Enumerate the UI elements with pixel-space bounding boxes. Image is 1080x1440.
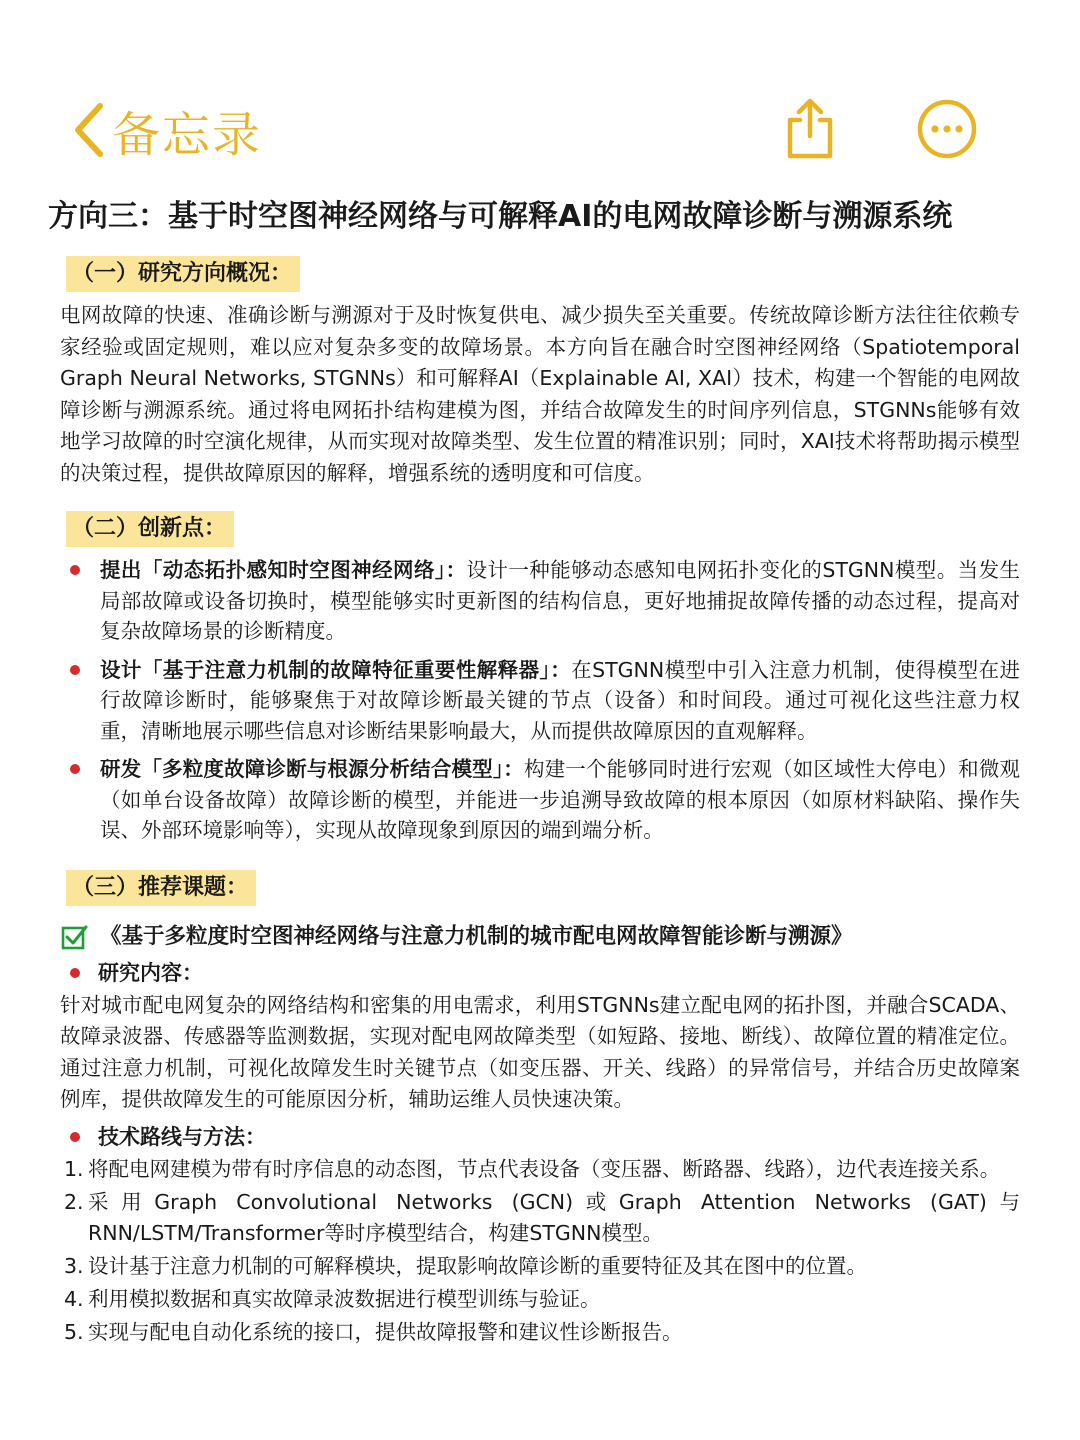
more-button[interactable]: [916, 98, 978, 160]
item-lead: 研发「多粒度故障诊断与根源分析结合模型」：: [100, 757, 524, 781]
research-content-paragraph: 针对城市配电网复杂的网络结构和密集的用电需求，利用STGNNs建立配电网的拓扑图，并融合SCADA、故障录波器、传感器等监测数据，实现对配电网故障类型（如短路、接地、断线）、故障位置的精准定位。通过注意力机制，可视化故障发生时关键节点（如变压器、开关、线路）的异常信号，并结合历史故障案例库，提供故障发生的可能原因分析，辅助运维人员快速决策。: [60, 992, 1020, 1111]
note-content[interactable]: [48, 192, 1021, 1350]
section-heading-innovation: （二）创新点：: [66, 511, 234, 547]
chevron-left-icon: [70, 100, 106, 160]
item-lead: 提出「动态拓扑感知时空图神经网络」：: [100, 558, 467, 582]
section-heading-overview: （一）研究方向概况：: [66, 256, 300, 292]
research-content-label: 研究内容：: [60, 956, 1020, 990]
bullet-dot-icon: [70, 1132, 80, 1142]
item-lead: 设计「基于注意力机制的故障特征重要性解释器」：: [100, 657, 572, 682]
overview-paragraph: 电网故障的快速、准确诊断与溯源对于及时恢复供电、减少损失至关重要。传统故障诊断方法往往依赖专家经验或固定规则，难以应对复杂多变的故障场景。本方向旨在融合时空图神经网络（Spatiotemporal Graph Neural Networks, STGNNs）和可解释AI（Explainable AI, XAI）技术，构建一个智能的电网故障诊断与溯源系统。通过将电网拓扑结构建模为图，并结合故障发生的时间序列信息，STGNNs能够有效地学习故障的时空演化规律，从而实现对故障类型、发生位置的精准识别；同时，XAI技术将帮助揭示模型的决策过程，提供故障原因的解释，增强系统的透明度和可信度。: [60, 303, 1020, 485]
list-item: [60, 754, 1020, 846]
step-item: 5. 实现与配电自动化系统的接口，提供故障报警和建议性诊断报告。: [64, 1319, 683, 1344]
bullet-dot-icon: [70, 764, 80, 774]
topic-title: 《基于多粒度时空图神经网络与注意力机制的城市配电网故障智能诊断与溯源》: [100, 923, 853, 949]
back-button[interactable]: [70, 95, 262, 165]
step-item: 3. 设计基于注意力机制的可解释模块，提取影响故障诊断的重要特征及其在图中的位置。: [64, 1253, 867, 1278]
list-item: [60, 655, 1020, 747]
share-icon: [782, 96, 838, 160]
item-text: 设计一种能够动态感知电网拓扑变化的STGNN模型。当发生局部故障或设备切换时，模型能够实时更新图的结构信息，更好地捕捉故障传播的动态过程，提高对复杂故障场景的诊断精度。: [100, 558, 1021, 643]
method-steps: [60, 1154, 1020, 1348]
section-heading-topics: （三）推荐课题：: [66, 870, 256, 906]
method-label: 技术路线与方法：: [60, 1120, 1020, 1154]
step-item: 1. 将配电网建模为带有时序信息的动态图，节点代表设备（变压器、断路器、线路），边代表连接关系。: [64, 1156, 1001, 1181]
bullet-dot-icon: [70, 565, 80, 575]
share-button[interactable]: [782, 96, 838, 160]
step-item: 4. 利用模拟数据和真实故障录波数据进行模型训练与验证。: [64, 1286, 601, 1311]
innovation-list: [60, 555, 1020, 846]
bullet-dot-icon: [70, 968, 80, 978]
item-text: 在STGNN模型中引入注意力机制，使得模型在进行故障诊断时，能够聚焦于对故障诊断最关键的节点（设备）和时间段。通过可视化这些注意力权重，清晰地展示哪些信息对诊断结果影响最大，从而提供故障原因的直观解释。: [100, 657, 1020, 743]
recommended-topic: [60, 920, 1020, 954]
step-item: 2. 采用Graph Convolutional Networks (GCN)或Graph Attention Networks (GAT)与RNN/LSTM/Transformer等时序模型结合，构建STGNN模型。: [64, 1189, 1020, 1245]
back-label: 备忘录: [112, 106, 263, 163]
more-icon: [916, 98, 978, 160]
note-title: 方向三：基于时空图神经网络与可解释AI的电网故障诊断与溯源系统: [48, 199, 953, 234]
checkbox-checked-icon[interactable]: [60, 923, 88, 951]
item-text: 构建一个能够同时进行宏观（如区域性大停电）和微观（如单台设备故障）故障诊断的模型，并能进一步追溯导致故障的根本原因（如原材料缺陷、操作失误、外部环境影响等），实现从故障现象到原因的端到端分析。: [100, 757, 1021, 842]
bullet-dot-icon: [70, 665, 80, 675]
top-nav-bar: [0, 0, 1080, 185]
list-item: [60, 555, 1020, 647]
